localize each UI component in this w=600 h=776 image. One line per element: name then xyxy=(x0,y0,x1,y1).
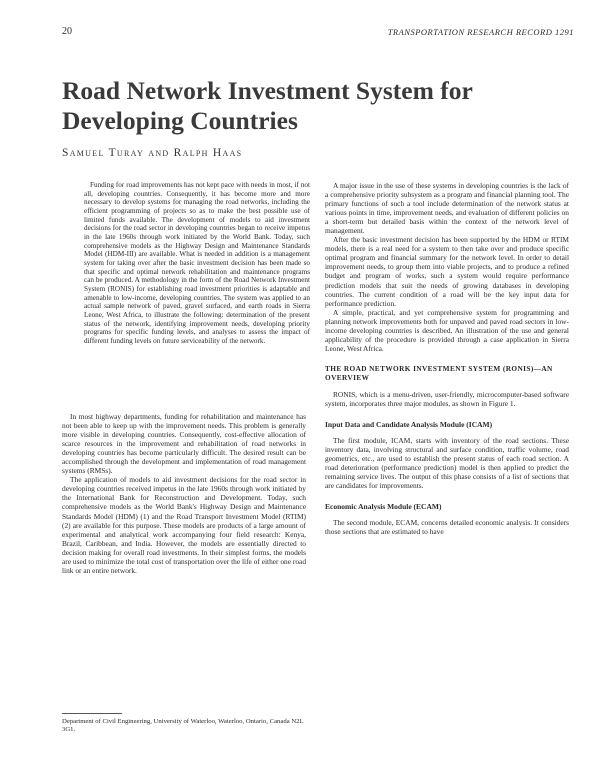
body-paragraph: In most highway departments, funding for rehabilitation and maintenance has not been able to keep up with the improvement needs. This problem is generally more visible in developing countries. Consequently, cost-effective allocation of scarce resources in the improvement and rehabilitation of road networks in developing countries has become particularly difficult. The desired result can be accomplished through the development and implementation of road management systems (RMSs). xyxy=(62,412,306,476)
body-paragraph: The application of models to aid investment decisions for the road sector in developing countries received impetus in the late 1960s through work initiated by the International Bank for Reconstruction and Development. Today, such comprehensive models as the World Bank's Highway Design and Maintenance Standards Model (HDM) (1) and the Road Transport Investment Model (RTIM) (2) are available for this purpose. These models are products of a large amount of experimental and analytical work accompanying four field research: Kenya, Brazil, Caribbean, and India. However, the models are essentially directed to decision making for overall road investments. In their simplest forms, the models are used to minimize the total cost of transportation over the life of either one road link or an entire network. xyxy=(62,475,307,575)
subsection-heading: Economic Analysis Module (ECAM) xyxy=(325,502,442,512)
journal-header: TRANSPORTATION RESEARCH RECORD 1291 xyxy=(387,27,574,37)
page-number: 20 xyxy=(62,26,72,37)
paper-title xyxy=(62,76,532,136)
left-column xyxy=(62,412,306,575)
section-heading: THE ROAD NETWORK INVESTMENT SYSTEM (RONIS)—AN OVERVIEW xyxy=(325,363,553,382)
body-paragraph: After the basic investment decision has been supported by the HDM or RTIM models, there is a real need for a system to then take over and produce specific optimal program and financial summary for the network level. In order to detail improvement needs, to group them into viable projects, and to produce a refined budget and program of works, such a system would require performance prediction models that suit the needs of growing databases in developing countries. The current condition of a road will be the key input data for performance prediction. xyxy=(325,235,569,308)
abstract-text: Funding for road improvements has not kept pace with needs in most, if not all, developing countries. Consequently, it has become more and more necessary to develop systems for managing the road networks, including the efficient programming of projects so as to make the best possible use of limited funds available. The development of models to aid investment decisions for the road sector in developing countries began to receive impetus in the late 1960s through work initiated by the World Bank. Today, such comprehensive models as the Highway Design and Maintenance Standards Model (HDM-III) are available. What is needed in addition is a management system for taking over after the basic investment decision has been made so that specific and optimal network rehabilitation and maintenance programs can be produced. A methodology in the form of the Road Network Investment System (RONIS) for establishing road investment priorities is adaptable and amenable to low-income, developing countries. The system was applied to an actual sample network of paved, gravel surfaced, and earth roads in Sierra Leone, West Africa, to illustrate the following: determination of the present status of the network, identifying improvement needs, developing priority programs for specific funding levels, and analyses to assess the impact of different funding levels on future serviceability of the network. xyxy=(84,181,310,345)
body-paragraph: The first module, ICAM, starts with inventory of the road sections. These inventory data, involving structural and surface condition, traffic volume, road geometrics, etc., are used to establish the present status of each road section. A road deterioration (performance prediction) model is then applied to predict the remaining service lives. The output of this phase consists of a list of sections that are candidates for improvements. xyxy=(325,436,569,491)
body-paragraph: A major issue in the use of these systems in developing countries is the lack of a comprehensive priority subsystem as a program and financial planning tool. The primary functions of such a tool include determination of the network status at various points in time, improvement needs, and evaluation of different policies on a short-term but detailed basis within the context of the network level of management. xyxy=(325,181,569,236)
footnote-rule xyxy=(62,713,122,714)
body-paragraph: RONIS, which is a menu-driven, user-friendly, microcomputer-based software system, incorporates three major modules, as shown in Figure 1. xyxy=(325,389,569,408)
authors: Samuel Turay and Ralph Haas xyxy=(62,147,243,159)
body-paragraph: The second module, ECAM, concerns detailed economic analysis. It considers those sections that are estimated to have xyxy=(325,518,569,537)
subsection-heading: Input Data and Candidate Analysis Module (ICAM) xyxy=(325,419,493,429)
right-column xyxy=(325,181,569,536)
title-line: Road Network Investment System for xyxy=(62,76,473,105)
title-line: Developing Countries xyxy=(62,106,298,135)
abstract xyxy=(84,181,310,345)
footnote: Department of Civil Engineering, University of Waterloo, Waterloo, Ontario, Canada N2L 3G1. xyxy=(62,718,304,734)
body-paragraph: A simple, practical, and yet comprehensive system for programming and planning network improvements both for unpaved and paved road sectors in low-income developing countries is described. An illustration of the use and general applicability of the procedure is provided through a case application in Sierra Leone, West Africa. xyxy=(325,307,569,353)
